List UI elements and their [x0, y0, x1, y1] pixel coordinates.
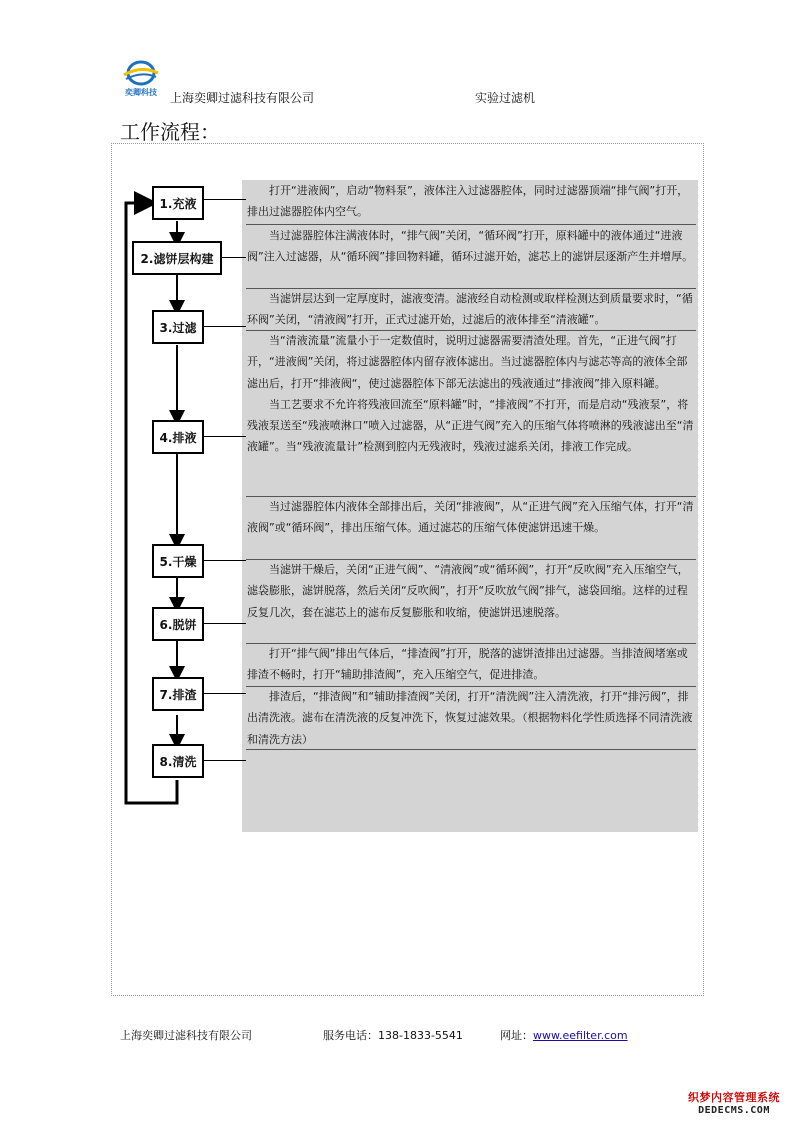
step-4-description [247, 330, 695, 458]
step-1-description [247, 180, 695, 223]
loop-back-arrow [126, 203, 177, 803]
description-paragraph: 打开“进液阀”，启动“物料泵”，液体注入过滤器腔体，同时过滤器顶端“排气阀”打开，排出过滤器腔体内空气。 [247, 184, 689, 219]
step-6-description [247, 559, 695, 623]
step-8-box: 8.清洗 [152, 744, 204, 778]
step-4-box: 4.排液 [152, 420, 204, 454]
description-paragraph: 当滤饼干燥后，关闭“正进气阀”、“清液阀”或“循环阀”，打开“反吹阀”充入压缩空气，滤袋膨胀，滤饼脱落，然后关闭“反吹阀”，打开“反吹放气阀”排气，滤袋回缩。这样的过程反复几次，套在滤芯上的滤布反复膨胀和收缩，使滤饼迅速脱落。 [247, 563, 689, 619]
header-product: 实验过滤机 [475, 91, 536, 105]
header-company: 上海奕卿过滤科技有限公司 [170, 91, 315, 105]
website-label: 网址： [500, 1029, 533, 1042]
footer-website [500, 1027, 628, 1043]
step-7-box: 7.排渣 [152, 677, 204, 711]
footer-phone [323, 1027, 463, 1043]
description-paragraph: 当工艺要求不允许将残液回流至“原料罐”时，“排液阀”不打开，而是启动“残液泵”，将残液泵送至“残液喷淋口”喷入过滤器，从“正进气阀”充入的压缩气体将喷淋的残液滤出至“清液罐”。当“残液流量计”检测到腔内无残液时，残液过滤系关闭，排液工作完成。 [247, 397, 694, 454]
connector-4 [204, 436, 246, 437]
footer-company: 上海奕卿过滤科技有限公司 [120, 1029, 252, 1042]
step-7-description [247, 643, 695, 686]
step-6-box: 6.脱饼 [152, 607, 204, 641]
description-paragraph: 打开“排气阀”排出气体后，“排渣阀”打开，脱落的滤饼渣排出过滤器。当排渣阀堵塞或排渣不畅时，打开“辅助排渣阀”，充入压缩空气，促进排渣。 [247, 647, 688, 682]
connector-6 [204, 623, 246, 624]
step-5-description [247, 496, 695, 539]
phone-number: 138-1833-5541 [378, 1029, 463, 1042]
description-paragraph: 当“清液流量”流量小于一定数值时，说明过滤器需要清渣处理。首先，“正进气阀”打开，“进液阀”关闭，将过滤器腔体内留存液体滤出。当过滤器腔体内与滤芯等高的液体全部滤出后，打开“排液阀“，使过滤器腔体下部无法滤出的残液通过“排液阀”排入原料罐。 [247, 334, 688, 390]
watermark-line1: 织梦内容管理系统 [688, 1091, 780, 1104]
step-5-box: 5.干燥 [152, 544, 204, 578]
step-2-description [247, 225, 695, 268]
description-paragraph: 排渣后，“排渣阀”和“辅助排渣阀”关闭，打开“清洗阀”注入清洗液，打开“排污阀”，排出清洗液。滤布在清洗液的反复冲洗下，恢复过滤效果。（根据物料化学性质选择不同清洗液和清洗方法） [247, 690, 693, 746]
connector-3 [204, 326, 246, 327]
connector-2 [222, 257, 246, 258]
step-2-box: 2.滤饼层构建 [132, 241, 222, 275]
step-3-description [247, 288, 695, 331]
logo-text: 奕卿科技 [125, 88, 157, 97]
section-title: 工作流程： [120, 120, 220, 144]
website-link[interactable]: www.eefilter.com [533, 1029, 628, 1042]
connector-8 [204, 760, 246, 761]
connector-1 [204, 199, 246, 200]
connector-5 [204, 560, 246, 561]
description-paragraph: 当滤饼层达到一定厚度时，滤液变清。滤液经自动检测或取样检测达到质量要求时，“循环阀”关闭，“清液阀”打开，正式过滤开始，过滤后的液体排至“清液罐”。 [247, 292, 693, 327]
step-8-description [247, 686, 695, 750]
description-paragraph: 当过滤器腔体内液体全部排出后，关闭“排液阀”，从“正进气阀”充入压缩气体，打开“清液阀”或“循环阀”，排出压缩气体。通过滤芯的压缩气体使滤饼迅速干燥。 [247, 500, 694, 535]
step-3-box: 3.过滤 [152, 310, 204, 344]
watermark-line2: DEDECMS.COM [698, 1105, 770, 1116]
watermark [684, 1089, 784, 1116]
step-1-box: 1.充液 [152, 186, 204, 220]
phone-label: 服务电话： [323, 1029, 378, 1042]
description-paragraph: 当过滤器腔体注满液体时，“排气阀”关闭，“循环阀”打开，原料罐中的液体通过“进液阀”注入过滤器，从“循环阀”排回物料罐，循环过滤开始，滤芯上的滤饼层逐渐产生并增厚。 [247, 229, 694, 264]
connector-7 [204, 693, 246, 694]
